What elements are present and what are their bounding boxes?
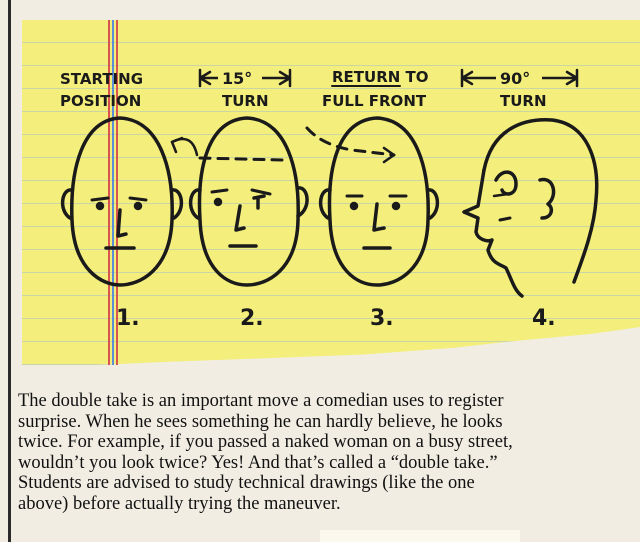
caption-paragraph (18, 391, 624, 514)
label-90-turn: TURN (500, 92, 547, 110)
label-90-angle: 90° (500, 69, 531, 88)
label-full-front: FULL FRONT (322, 92, 427, 110)
number-3: 3. (370, 306, 394, 331)
number-4: 4. (532, 306, 556, 331)
page-edge-strip (320, 530, 520, 542)
label-15-turn: TURN (222, 92, 269, 110)
number-2: 2. (240, 306, 264, 331)
number-1: 1. (116, 306, 140, 331)
face-2-turned-15 (191, 118, 307, 285)
dash-line-1 (200, 158, 282, 160)
caption-line: above) before actually trying the maneuver. (18, 493, 341, 514)
motion-arrow-2 (384, 148, 394, 162)
caption-line: twice. For example, if you passed a naked woman on a busy street, (18, 432, 513, 452)
label-15-angle: 15° (222, 69, 253, 88)
dash-line-2 (307, 128, 394, 155)
face-1-front (63, 118, 182, 285)
caption-line: The double take is an important move a comedian uses to register (18, 391, 504, 411)
page-left-rule (8, 0, 11, 542)
caption-line: Students are advised to study technical drawings (like the one (18, 473, 475, 493)
caption-line: surprise. When he sees something he can hardly believe, he looks (18, 411, 503, 432)
face-4-profile (464, 120, 597, 296)
label-return: RETURN TO (332, 68, 429, 86)
face-3-front (321, 118, 438, 285)
label-starting: STARTING (60, 70, 144, 88)
label-position: POSITION (60, 92, 142, 110)
double-take-illustration (22, 20, 640, 365)
caption-line: wouldn’t you look twice? Yes! And that’s called a “double take.” (18, 452, 498, 473)
